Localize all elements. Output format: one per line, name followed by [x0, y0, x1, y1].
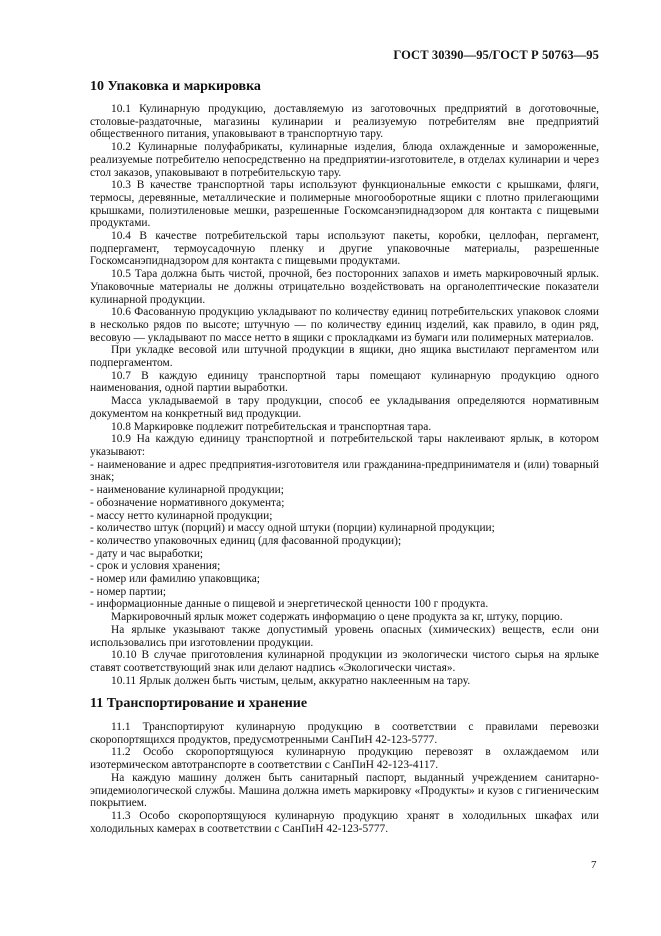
section-11-title: 11 Транспортирование и хранение	[90, 696, 308, 711]
list-item: - номер партии;	[90, 585, 167, 598]
paragraph: 11.3 Особо скоропортящуюся кулинарную продукцию хранят в холодильных шкафах или холодильных камерах в соответствии с СанПиН 42-123-5777.	[90, 809, 599, 835]
document-header: ГОСТ 30390—95/ГОСТ Р 50763—95	[393, 48, 599, 62]
paragraph: 10.1 Кулинарную продукцию, доставляемую из заготовочных предприятий в доготовочные, столовые-раздаточные, магазины кулинарии и реализуемую потребителям вне предприятий общественного питания, упаковывают в транспортную тару.	[90, 103, 599, 141]
list-item: - номер или фамилию упаковщика;	[90, 573, 260, 586]
list-item: - информационные данные о пищевой и энергетической ценности 100 г продукта.	[90, 598, 489, 611]
section-10-title: 10 Упаковка и маркировка	[90, 79, 261, 94]
paragraph: 10.5 Тара должна быть чистой, прочной, без посторонних запахов и иметь маркировочный ярлык. Упаковочные материалы не должны отрицательно воздействовать на органолептические показатели кулинарной продукции.	[90, 268, 599, 306]
paragraph: 10.9 На каждую единицу транспортной и потребительской тары наклеивают ярлык, в котором указывают:	[90, 433, 599, 458]
paragraph: 10.3 В качестве транспортной тары используют функциональные емкости с крышками, фляги, термосы, деревянные, металлические и полимерные многооборотные ящики с плотно прилегающими крышками, полиэтиленовые мешки, разрешенные Госкомсанэпиднадзором для контакта с пищевыми продуктами.	[90, 179, 599, 230]
paragraph: Маркировочный ярлык может содержать информацию о цене продукта за кг, штуку, порцию.	[111, 611, 563, 624]
paragraph: 10.2 Кулинарные полуфабрикаты, кулинарные изделия, блюда охлажденные и замороженные, реализуемые потребителю непосредственно на предприятии-изготовителе, в отделах кулинарии и через стол заказов, упаковывают в потребительскую тару.	[90, 141, 599, 179]
list-item: - массу нетто кулинарной продукции;	[90, 509, 273, 522]
paragraph: 11.2 Особо скоропортящуюся кулинарную продукцию перевозят в охлаждаемом или изотермическом автотранспорте в соответствии с СанПиН 42-123-4117.	[90, 746, 599, 772]
paragraph: 10.10 В случае приготовления кулинарной продукции из экологически чистого сырья на ярлыке ставят соответствующий знак или делают надпись «Экологически чистая».	[90, 649, 599, 674]
paragraph: 11.1 Транспортируют кулинарную продукцию в соответствии с правилами перевозки скоропортящихся продуктов, предусмотренными СанПиН 42-123-5777.	[90, 721, 599, 746]
paragraph: Масса укладываемой в тару продукции, способ ее укладывания определяются нормативным документом на конкретный вид продукции.	[90, 395, 599, 420]
list-item: - срок и условия хранения;	[90, 560, 221, 573]
section-11-body	[90, 721, 599, 835]
page-number: 7	[591, 859, 597, 871]
paragraph: 10.4 В качестве потребительской тары используют пакеты, коробки, целлофан, пергамент, подпергамент, термоусадочную пленку и другие упаковочные материалы, разрешенные Госкомсанэпиднадзором для контакта с пищевыми продуктами.	[90, 230, 599, 268]
paragraph: 10.8 Маркировке подлежит потребительская и транспортная тара.	[111, 420, 432, 433]
list-item: - количество штук (порций) и массу одной штуки (порции) кулинарной продукции;	[90, 522, 495, 535]
list-item: - дату и час выработки;	[90, 547, 204, 560]
paragraph: 10.6 Фасованную продукцию укладывают по количеству единиц потребительских упаковок слоями в несколько рядов по высоте; штучную — по количеству единиц изделий, как правило, в один ряд, весовую — укладывают по массе нетто в ящики с прокладками из бумаги или полимерных материалов.	[90, 306, 599, 344]
section-10-body	[90, 103, 599, 687]
list-item: - наименование кулинарной продукции;	[90, 484, 284, 497]
list-item: - количество упаковочных единиц (для фасованной продукции);	[90, 534, 402, 547]
paragraph: При укладке весовой или штучной продукции в ящики, дно ящика выстилают пергаментом или подпергаментом.	[90, 344, 599, 370]
paragraph: На каждую машину должен быть санитарный паспорт, выданный учреждением санитарно-эпидемиологической службы. Машина должна иметь маркировку «Продукты» и кузов с гигиеническим покрытием.	[90, 771, 599, 810]
paragraph: На ярлыке указывают также допустимый уровень опасных (химических) веществ, если они использовались при изготовлении продукции.	[90, 623, 599, 649]
paragraph: 10.11 Ярлык должен быть чистым, целым, аккуратно наклеенным на тару.	[111, 674, 471, 687]
list-item: - наименование и адрес предприятия-изготовителя или гражданина-предпринимателя и (или) товарный знак;	[90, 458, 599, 484]
list-item: - обозначение нормативного документа;	[90, 496, 285, 509]
paragraph: 10.7 В каждую единицу транспортной тары помещают кулинарную продукцию одного наименования, одной партии выработки.	[90, 369, 599, 395]
